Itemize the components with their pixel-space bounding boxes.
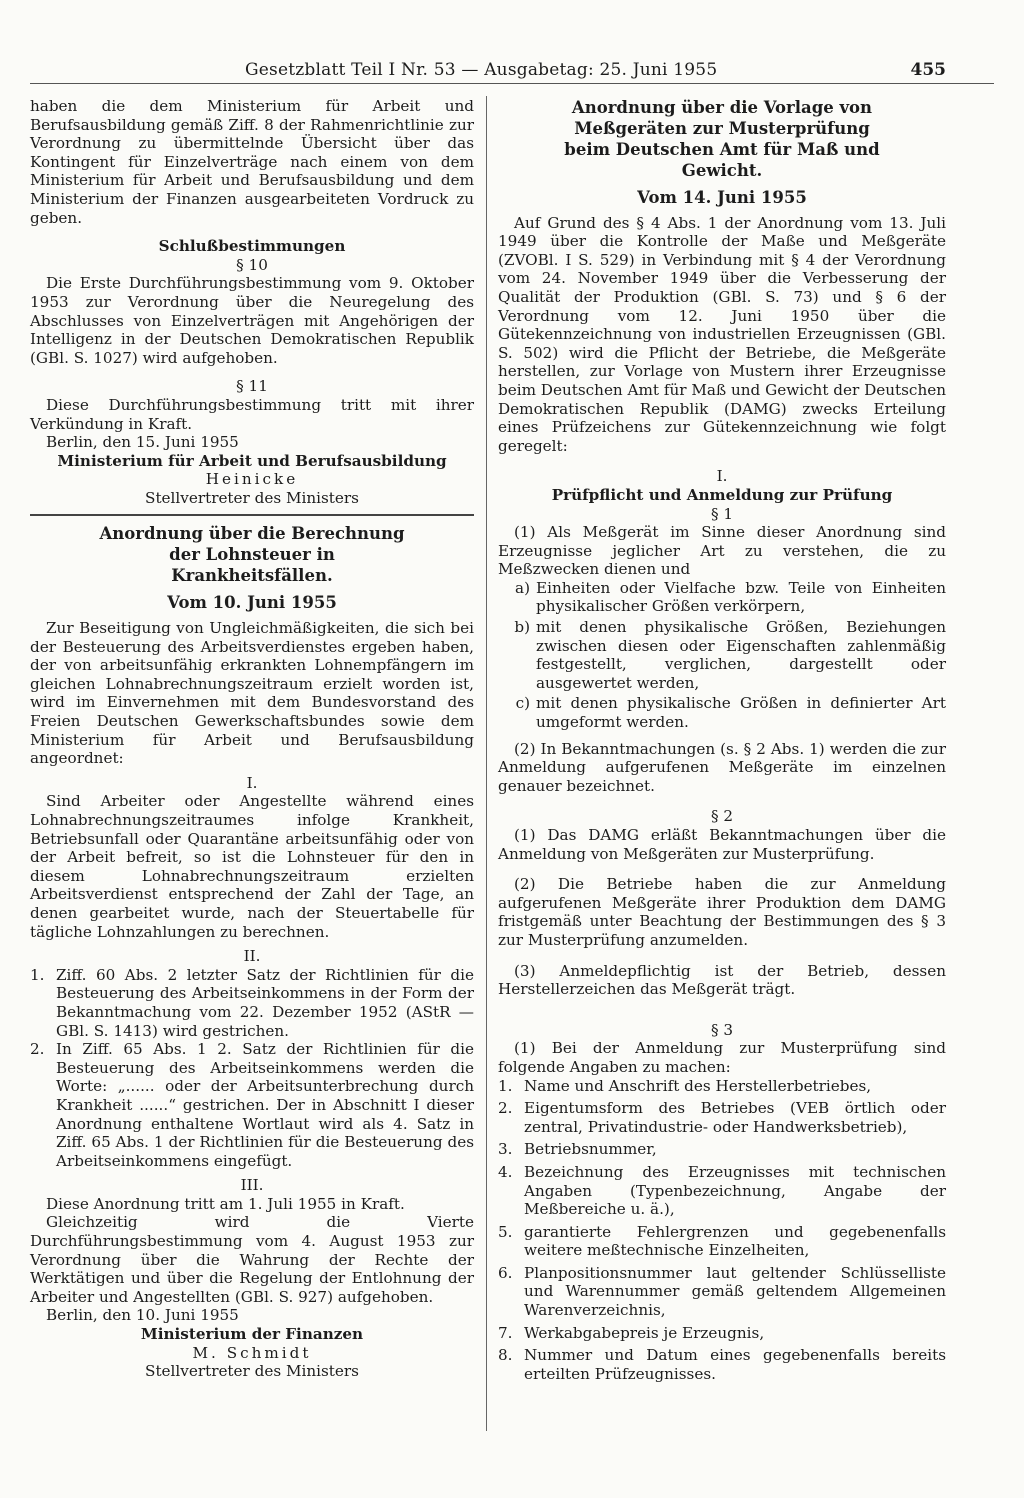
list-item (498, 1077, 946, 1096)
list-item-number: 3. (498, 1140, 513, 1159)
part-1-text: Sind Arbeiter oder Angestellte während eines Lohnabrechnungszeitraumes infolge Krankheit, Betriebsunfall oder Quarantäne arbeitsunfähig oder von der Arbeit befreit, so ist die Lohnsteuer für den in diesem Lohnabrechnungszeitraum erzielten Arbeitsverdienst entsprechend der Zahl der Tage, an denen gearbeitet wurde, nach der Steuertabelle für tägliche Lohnzahlungen zu berechnen. (30, 792, 474, 941)
list-item-text: Eigentumsform des Betriebes (VEB örtlich oder zentral, Privatindustrie- oder Handwerksbetrieb), (524, 1099, 946, 1136)
section-2-para-3: (3) Anmeldepflichtig ist der Betrieb, dessen Herstellerzeichen das Meßgerät trägt. (498, 961, 946, 999)
list-item (498, 1099, 946, 1136)
list-item-text: mit denen physikalische Größen in definierter Art umgeformt werden. (536, 694, 946, 732)
list-item-number: 2. (498, 1099, 513, 1118)
section-1-para-2: (2) In Bekanntmachungen (s. § 2 Abs. 1) werden die zur Anmeldung aufgerufenen Meßgeräte im einzelnen genauer bezeichnet. (498, 739, 946, 795)
list-item-text: Ziff. 60 Abs. 2 letzter Satz der Richtlinien für die Besteuerung des Arbeitseinkommens in der Form der Bekanntmachung vom 22. Dezember 1952 (AStR — GBl. S. 1413) wird gestrichen. (56, 965, 474, 1040)
list-item-text: Name und Anschrift des Herstellerbetriebes, (524, 1076, 872, 1095)
part-3-label: III. (240, 1176, 264, 1195)
signer-role-2: Stellvertreter des Ministers (145, 1362, 359, 1381)
right-part-1-label: I. (716, 467, 728, 486)
section-3-para-1: (1) Bei der Anmeldung zur Musterprüfung sind folgende Angaben zu machen: (498, 1039, 946, 1076)
signer-1: Heinicke (205, 470, 299, 489)
list-item-number: 1. (498, 1076, 513, 1095)
list-item-text: Betriebsnummer, (524, 1140, 657, 1159)
left-column (30, 97, 474, 1381)
section-1-label: § 1 (710, 504, 734, 523)
ordinance-3-preamble: Auf Grund des § 4 Abs. 1 der Anordnung vom 13. Juli 1949 über die Kontrolle der Maße und Meßgeräte (ZVOBl. I S. 529) in Verbindung mit § 4 der Verordnung vom 24. November 1949 über die Verbesserung der Qualität der Produktion (GBl. S. 73) und § 6 der Verordnung vom 12. Juni 1950 über die Gütekennzeichnung von industriellen Erzeugnissen (GBl. S. 502) wird die Pflicht der Betriebe, die Meßgeräte herstellen, zur Vorlage von Mustern ihrer Erzeugnisse beim Deutschen Amt für Maß und Gewicht der Deutschen Demokratischen Republik (DAMG) zwecks Erteilung eines Prüfzeichens zur Gütekennzeichnung wie folgt geregelt: (498, 213, 946, 455)
section-2-para-2: (2) Die Betriebe haben die zur Anmeldung aufgerufenen Meßgeräte ihrer Produktion dem DAMG fristgemäß unter Beachtung der Bestimmungen des § 3 zur Musterprüfung anzumelden. (498, 875, 946, 949)
running-title: Gesetzblatt Teil I Nr. 53 — Ausgabetag: 25. Juni 1955 (245, 60, 718, 80)
ordinance-2-heading: Anordnung über die Berechnung der Lohnsteuer in Krankheitsfällen. (99, 524, 405, 586)
list-item-text: Einheiten oder Vielfache bzw. Teile von Einheiten physikalischer Größen verkörpern, (536, 578, 946, 616)
section-11-label: § 11 (236, 377, 268, 396)
header-rule (30, 83, 994, 84)
list-item-number: 1. (30, 965, 45, 984)
right-part-1-heading: Prüfpflicht und Anmeldung zur Prüfung (551, 485, 893, 504)
list-item-text: garantierte Fehlergrenzen und gegebenenfalls weitere meßtechnische Einzelheiten, (524, 1222, 946, 1260)
ministry-1: Ministerium für Arbeit und Berufsausbildung (57, 451, 447, 470)
list-item (498, 618, 946, 692)
list-item (498, 1264, 946, 1320)
ministry-2: Ministerium der Finanzen (140, 1325, 364, 1344)
list-item (30, 1040, 474, 1170)
section-2-label: § 2 (710, 807, 734, 826)
place-date-2: Berlin, den 10. Juni 1955 (46, 1306, 239, 1325)
list-item (498, 1346, 946, 1383)
list-item (498, 694, 946, 731)
list-item-number: 2. (30, 1040, 45, 1059)
part-3-text-2: Gleichzeitig wird die Vierte Durchführungsbestimmung vom 4. August 1953 zur Verordnung über die Wahrung der Rechte der Werktätigen und über die Regelung der Entlohnung der Arbeiter und Angestellten (GBl. S. 927) aufgehoben. (30, 1213, 474, 1306)
section-1-list (498, 579, 946, 732)
list-item-text: Werkabgabepreis je Erzeugnis, (524, 1323, 765, 1342)
list-item-number: 4. (498, 1162, 513, 1181)
list-item-letter: b) (514, 618, 530, 637)
list-item-number: 5. (498, 1222, 513, 1241)
section-2-para-1: (1) Das DAMG erläßt Bekanntmachungen über die Anmeldung von Meßgeräten zur Musterprüfung. (498, 826, 946, 863)
section-11-text: Diese Durchführungsbestimmung tritt mit ihrer Verkündung in Kraft. (30, 395, 474, 433)
ordinance-3-heading: Anordnung über die Vorlage von Meßgeräten zur Musterprüfung beim Deutschen Amt für Maß und Gewicht. (564, 98, 880, 180)
list-item-text: In Ziff. 65 Abs. 1 2. Satz der Richtlinien für die Besteuerung des Arbeitseinkommens werden die Worte: „...... oder der Arbeitsunterbrechung durch Krankheit ......“ gestrichen. Der in Abschnitt I dieser Anordnung enthaltene Wortlaut wird als 4. Satz in Ziff. 65 Abs. 1 der Richtlinien für die Besteuerung des Arbeitseinkommens eingefügt. (56, 1040, 474, 1170)
list-item-number: 6. (498, 1263, 513, 1282)
final-provisions-heading: Schlußbestimmungen (158, 237, 346, 256)
page-number: 455 (910, 60, 946, 80)
list-item-number: 7. (498, 1323, 513, 1342)
list-item-text: Planpositionsnummer laut geltender Schlüsselliste und Warennummer gemäß geltendem Allgemeinen Warenverzeichnis, (524, 1263, 946, 1320)
list-item (498, 1324, 946, 1343)
section-10-label: § 10 (236, 255, 268, 274)
list-item-text: Nummer und Datum eines gegebenenfalls bereits erteilten Prüfzeugnisses. (524, 1346, 946, 1383)
place-date-1: Berlin, den 15. Juni 1955 (46, 433, 239, 452)
part-3-text-1: Diese Anordnung tritt am 1. Juli 1955 in Kraft. (46, 1194, 405, 1213)
list-item (498, 579, 946, 616)
separator-rule (30, 514, 474, 516)
section-3-label: § 3 (710, 1020, 734, 1039)
list-item (498, 1140, 946, 1159)
signer-2: M. Schmidt (192, 1343, 312, 1362)
signer-role-1: Stellvertreter des Ministers (145, 488, 359, 507)
list-item-text: mit denen physikalische Größen, Beziehungen zwischen diesen oder Eigenschaften zahlenmäßig festgestellt, verglichen, dargestellt oder ausgewertet werden, (536, 618, 946, 692)
list-item (498, 1163, 946, 1219)
list-item-number: 8. (498, 1346, 513, 1365)
section-10-text: Die Erste Durchführungsbestimmung vom 9. Oktober 1953 zur Verordnung über die Neuregelung des Abschlusses von Einzelverträgen mit Angehörigen der Intelligenz in der Deutschen Demokratischen Republik (GBl. S. 1027) wird aufgehoben. (30, 274, 474, 367)
part-2-list (30, 966, 474, 1171)
ordinance-2-date: Vom 10. Juni 1955 (167, 593, 337, 613)
right-column (498, 97, 946, 1387)
part-1-label: I. (246, 773, 258, 792)
list-item (498, 1223, 946, 1260)
section-1-para-1: (1) Als Meßgerät im Sinne dieser Anordnung sind Erzeugnisse jeglicher Art zu verstehen, die zu Meßzwecken dienen und (498, 523, 946, 579)
part-2-label: II. (243, 947, 261, 966)
list-item-letter: c) (515, 694, 530, 713)
list-item (30, 966, 474, 1040)
ordinance-2-preamble: Zur Beseitigung von Ungleichmäßigkeiten, die sich bei der Besteuerung des Arbeitsverdienstes ergeben haben, der von arbeitsunfähig erkrankten Lohnempfängern im gleichen Lohnabrechnungszeitraum erzielt worden ist, wird im Einvernehmen mit dem Bundesvorstand des Freien Deutschen Gewerkschaftsbundes sowie dem Ministerium für Arbeit und Berufsausbildung angeordnet: (30, 619, 474, 768)
intro-paragraph: haben die dem Ministerium für Arbeit und Berufsausbildung gemäß Ziff. 8 der Rahmenrichtlinie zur Verordnung zu übermittelnde Übersicht über das Kontingent für Einzelverträge nach einem von dem Ministerium für Arbeit und Berufsausbildung und dem Ministerium der Finanzen ausgearbeiteten Vordruck zu geben. (30, 97, 474, 227)
list-item-letter: a) (515, 578, 530, 597)
list-item-text: Bezeichnung des Erzeugnisses mit technischen Angaben (Typenbezeichnung, Angabe der Meßbereiche u. ä.), (524, 1162, 946, 1219)
column-divider (486, 96, 487, 1431)
section-3-list (498, 1077, 946, 1384)
ordinance-3-date: Vom 14. Juni 1955 (637, 188, 807, 207)
